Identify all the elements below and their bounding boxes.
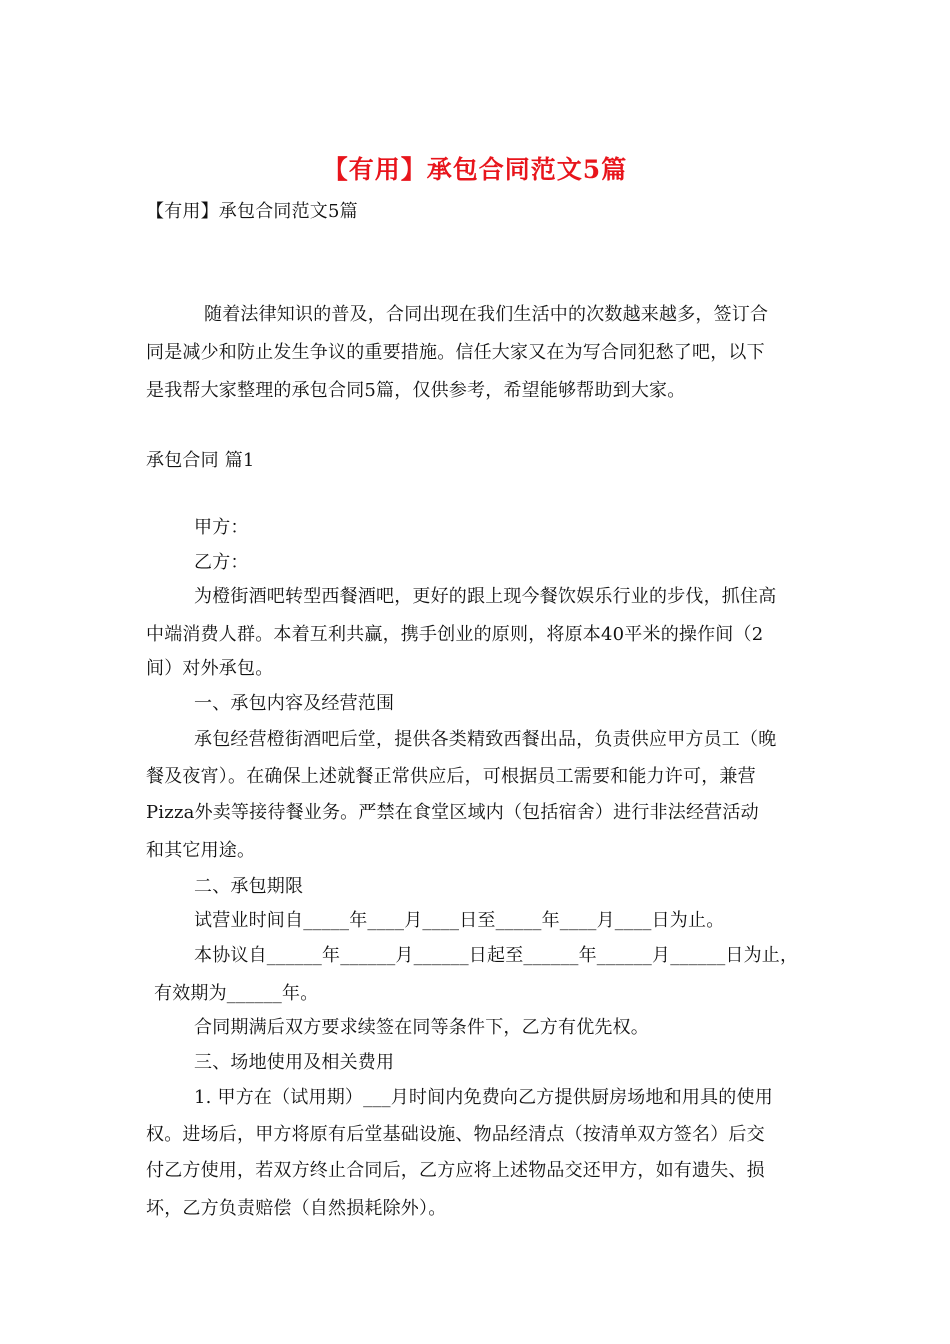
clause-heading-2: 二、承包期限	[194, 876, 304, 897]
body-line: 承包经营橙街酒吧后堂，提供各类精致西餐出品，负责供应甲方员工（晚	[194, 729, 777, 750]
body-line: 有效期为______年。	[154, 983, 319, 1004]
document-subtitle: 【有用】承包合同范文5篇	[146, 201, 358, 222]
body-line: 间）对外承包。	[146, 658, 274, 679]
body-line: 本协议自______年______月______日起至______年______月______日为止，	[194, 945, 799, 966]
intro-line-1: 随着法律知识的普及，合同出现在我们生活中的次数越来越多，签订合	[204, 304, 769, 325]
clause-heading-3: 三、场地使用及相关费用	[194, 1052, 395, 1073]
clause-heading-1: 一、承包内容及经营范围	[194, 693, 395, 714]
body-line: 权。进场后，甲方将原有后堂基础设施、物品经清点（按清单双方签名）后交	[146, 1124, 765, 1145]
section-heading: 承包合同 篇1	[146, 450, 255, 471]
body-line: 试营业时间自_____年____月____日至_____年____月____日为止。	[194, 910, 725, 931]
body-line: 付乙方使用，若双方终止合同后，乙方应将上述物品交还甲方，如有遗失、损	[146, 1160, 765, 1181]
party-a-label: 甲方：	[194, 517, 249, 538]
body-line: 坏，乙方负责赔偿（自然损耗除外）。	[146, 1198, 447, 1219]
body-line: 和其它用途。	[146, 840, 256, 861]
intro-line-3: 是我帮大家整理的承包合同5篇，仅供参考，希望能够帮助到大家。	[146, 380, 686, 401]
body-line: 餐及夜宵）。在确保上述就餐正常供应后，可根据员工需要和能力许可，兼营	[146, 766, 756, 787]
body-line: 中端消费人群。本着互利共赢，携手创业的原则，将原本40平米的操作间（2	[146, 624, 764, 645]
intro-line-2: 同是减少和防止发生争议的重要措施。信任大家又在为写合同犯愁了吧，以下	[146, 342, 765, 363]
body-line: Pizza外卖等接待餐业务。严禁在食堂区域内（包括宿舍）进行非法经营活动	[146, 802, 759, 823]
body-line: 为橙街酒吧转型西餐酒吧，更好的跟上现今餐饮娱乐行业的步伐，抓住高	[194, 586, 777, 607]
party-b-label: 乙方：	[194, 552, 249, 573]
body-line: 1. 甲方在（试用期）___月时间内免费向乙方提供厨房场地和用具的使用	[194, 1087, 773, 1108]
body-line: 合同期满后双方要求续签在同等条件下，乙方有优先权。	[194, 1017, 649, 1038]
document-title: 【有用】承包合同范文5篇	[322, 155, 628, 184]
